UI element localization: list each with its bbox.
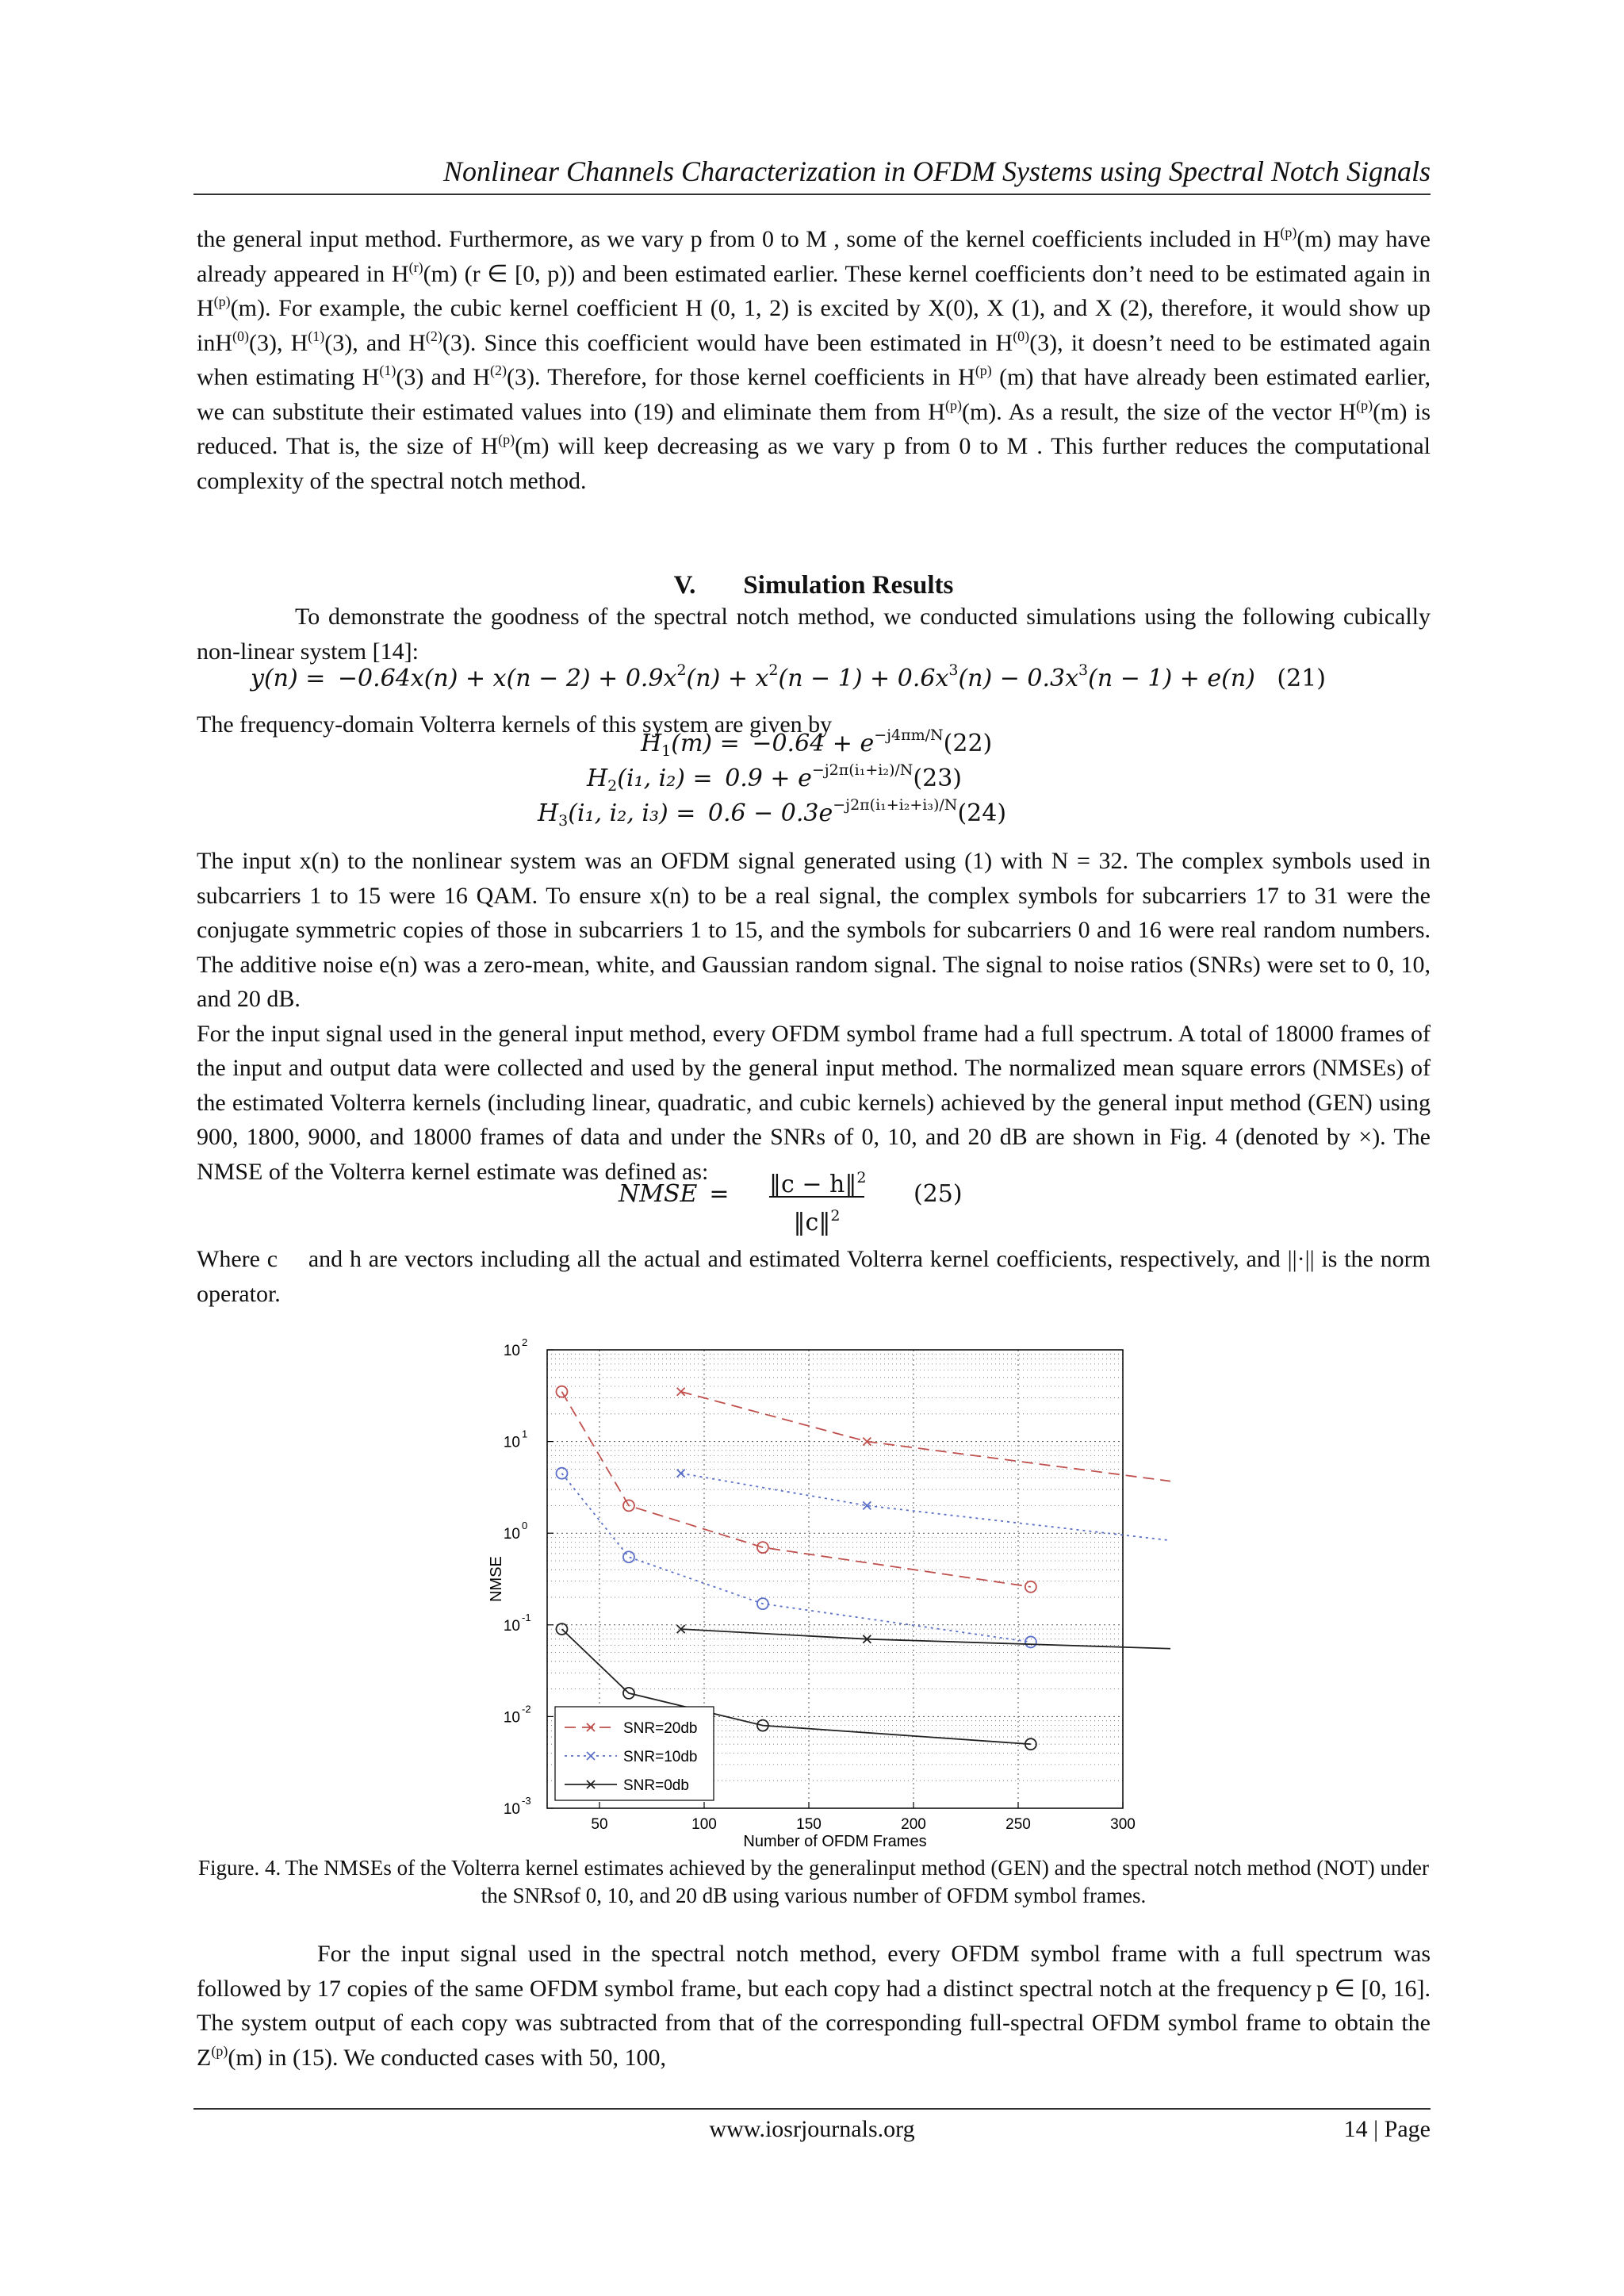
y-tick-label: 10	[503, 1434, 520, 1451]
y-tick-label: 10	[503, 1617, 520, 1635]
section-heading	[197, 568, 1431, 603]
equation-number: (22)	[943, 730, 993, 757]
series-line	[681, 1474, 1170, 1607]
x-tick-label: 50	[591, 1816, 608, 1833]
legend	[555, 1707, 714, 1800]
data-point-circle	[623, 1551, 634, 1562]
paragraph-kernels-given: The frequency-domain Volterra kernels of this system are given by	[197, 711, 833, 738]
x-tick-label: 300	[1110, 1816, 1136, 1833]
y-tick-label: 10	[503, 1526, 520, 1543]
page-number: 14 | Page	[1343, 2116, 1431, 2142]
y-tick-label: 10	[503, 1709, 520, 1727]
y-tick-exponent: -2	[522, 1703, 531, 1715]
data-point-cross	[677, 1470, 685, 1478]
page: Nonlinear Channels Characterization in OFDM Systems using Spectral Notch Signals the general input method. Furthermore, as we vary p from 0 to M , some of the kernel coefficients included in $H^{(p)}(m)$ may have already appeared in $H^{(r)}(m)$ (r ∈ [0, p)) and been estimated earlier. These kernel coefficients don’t need to be estimated again in $H^{(p)}(m)$. For example, the cubic kernel coefficient H (0, 1, 2) is excited by X(0), X (1), and X (2), therefore, it would show up inH$^{(0)}$(3), $H^{(1)}(3)$, and $H^{(2)}(3)$. Since this coefficient would have been estimated in $H^{(0)}(3)$, it doesn’t need to be estimated again when estimating $H^{(1)}(3)$ and $H^{(2)}(3)$. Therefore, for those kernel coefficients in $H^{(p)}$ (m) that have already been estimated earlier, we can substitute their estimated values into (19) and eliminate them from $H^{(p)}(m)$. As a result, the size of the vector $H^{(p)}(m)$ is reduced. That is, the size of $H^{(p)}(m)$ will keep decreasing as we vary p from 0 to M . This further reduces the computational complexity of the spectral notch method. V. Simulation Results To demonstrate the goodness of the spectral notch method, we conducted simulations using the following cubically non-linear system [14]: $y(n) = -0.64x(n) + x(n - 2) + 0.9x^2(n) + x^2(n - 1) + 0.6x^3(n) - 0.3x^3(n - 1) + e(n)$ (21) The frequency-domain Volterra kernels of this system are given by $H_1(m) = -0.64 + e^{-j4\pi m/N}(22)$ $H_2(i_1$, $i_2) = 0.9 + e^{-j2\pi(i_1+i_2)/N}(23)$ $H_3(i_1$, i₂, $i_3) = 0.6 - 0.3e^{-j2\pi(i_1+i_2+i_3)/N}(24)$ The input x(n) to the nonlinear system was an OFDM signal generated using (1) with N = 32. The complex symbols used in subcarriers 1 to 15 were 16 QAM. To ensure x(n) to be a real signal, the complex symbols for subcarriers 17 to 31 were the conjugate symmetric copies of those in subcarriers 1 to 15, and the symbols for subcarriers 0 and 16 were real random numbers. The additive noise e(n) was a zero-mean, white, and Gaussian random signal. The signal to noise ratios (SNRs) were set to 0, 10, and 20 dB. For the input signal used in the general input method, every OFDM symbol frame had a full spectrum. A total of 18000 frames of the input and output data were collected and used by the general input method. The normalized mean square errors (NMSEs) of the estimated Volterra kernels (including linear, quadratic, and cubic kernels) achieved by the general input method (GEN) using 900, 1800, 9000, and 18000 frames of data and under the SNRs of 0, 10, and 20 dB are shown in Fig. 4 (denoted by ×). The NMSE of the Volterra kernel estimate was defined as: NMSE = ‖c − h‖$^2$ ‖c‖$^2$ (25) Where c and h are vectors including all the actual and estimated Volterra kernel coefficients, respectively, and ||·|| is the norm operator. 50 100 150 200 250 300 10 2 10 1 10 0 10 -1 10 -2 10 -3 SNR=20db SNR=10db SNR=0db Number of OFDM Frames NMSE Figure. 4. The NMSEs of the Volterra kernel estimates achieved by the generalinput method (GEN) and the spectral notch method (NOT) under the SNRsof 0, 10, and 20 dB using various number of OFDM symbol frames. For the input signal used in the spectral notch method, every OFDM symbol frame with a full spectrum was followed by 17 copies of the same OFDM symbol frame, but each copy had a distinct spectral notch at the frequency p ∈ [0, 16]. The system output of each copy was subtracted from that of the corresponding full-spectral OFDM symbol frame to obtain the $Z^{(p)}(m)$ in (15). We conducted cases with 50, 100, www.iosrjournals.org 14 | Page	[0, 0, 1624, 2296]
equation-23: $H_2(i_1$, $i_2) = 0.9 + e^{-j2\pi(i_1+i_2)/N}(23)$	[587, 761, 963, 795]
equation-22: $H_1(m) = -0.64 + e^{-j4\pi m/N}(22)$	[641, 726, 993, 760]
paragraph-simulation-intro: To demonstrate the goodness of the spectral notch method, we conducted simulations using the following cubically non-linear system [14]:	[197, 604, 1431, 665]
paragraph-spectral-notch-input: For the input signal used in the spectral notch method, every OFDM symbol frame with a full spectrum was followed by 17 copies of the same OFDM symbol frame, but each copy had a distinct spectral notch at the frequency p ∈ [0, 16]. The system output of each copy was subtracted from that of the corresponding full-spectral OFDM symbol frame to obtain the $Z^{(p)}(m)$ in (15). We conducted cases with 50, 100,	[197, 1941, 1431, 2071]
equation-number: (21)	[1277, 665, 1326, 692]
y-tick-exponent: 2	[522, 1339, 528, 1348]
series-snr-10db-not	[556, 1468, 1036, 1648]
paragraph-nmse-definition: Where c and h are vectors including all the actual and estimated Volterra kernel coefficients, respectively, and ||·|| is the norm operator.	[197, 1246, 1431, 1307]
paragraph-kernel-estimation: the general input method. Furthermore, as we vary p from 0 to M , some of the kernel coefficients included in $H^{(p)}(m)$ may have already appeared in $H^{(r)}(m)$ (r ∈ [0, p)) and been estimated earlier. These kernel coefficients don’t need to be estimated again in $H^{(p)}(m)$. For example, the cubic kernel coefficient H (0, 1, 2) is excited by X(0), X (1), and X (2), therefore, it would show up inH$^{(0)}$(3), $H^{(1)}(3)$, and $H^{(2)}(3)$. Since this coefficient would have been estimated in $H^{(0)}(3)$, it doesn’t need to be estimated again when estimating $H^{(1)}(3)$ and $H^{(2)}(3)$. Therefore, for those kernel coefficients in $H^{(p)}$ (m) that have already been estimated earlier, we can substitute their estimated values into (19) and eliminate them from $H^{(p)}(m)$. As a result, the size of the vector $H^{(p)}(m)$ is reduced. That is, the size of $H^{(p)}(m)$ will keep decreasing as we vary p from 0 to M . This further reduces the computational complexity of the spectral notch method.	[197, 224, 1431, 494]
x-tick-label: 200	[901, 1816, 926, 1833]
legend-label: SNR=10db	[623, 1749, 698, 1765]
footer-url: www.iosrjournals.org	[709, 2116, 915, 2142]
section-number: V.	[673, 571, 696, 600]
series-snr-10db-gen	[677, 1470, 1170, 1611]
y-axis-label: NMSE	[488, 1556, 505, 1602]
data-point-circle	[556, 1386, 567, 1397]
y-tick-exponent: -3	[522, 1795, 531, 1807]
series-snr-0db-gen	[677, 1625, 1170, 1702]
legend-label: SNR=0db	[623, 1777, 689, 1794]
series-snr-20db-not	[556, 1386, 1036, 1593]
series-line	[561, 1392, 1030, 1587]
running-header: Nonlinear Channels Characterization in OFDM Systems using Spectral Notch Signals	[443, 155, 1431, 187]
x-tick-label: 150	[796, 1816, 822, 1833]
section-title: Simulation Results	[743, 571, 954, 600]
y-tick-label: 10	[503, 1801, 520, 1818]
equation-21: $y(n) = -0.64x(n) + x(n - 2) + 0.9x^2(n) + x^2(n - 1) + 0.6x^3(n) - 0.3x^3(n - 1) + e(n)$ (21)	[251, 661, 1326, 692]
y-tick-label: 10	[503, 1343, 520, 1359]
equation-number: (24)	[957, 799, 1007, 827]
figure-4	[473, 1339, 1170, 1854]
series-line	[681, 1392, 1170, 1554]
header-rule	[193, 194, 1431, 195]
equation-24: $H_3(i_1$, i₂, $i_3) = 0.6 - 0.3e^{-j2\pi(i_1+i_2+i_3)/N}(24)$	[538, 796, 1007, 830]
paragraph-ofdm-setup: The input x(n) to the nonlinear system was an OFDM signal generated using (1) with N = 32. The complex symbols used in subcarriers 1 to 15 were 16 QAM. To ensure x(n) to be a real signal, the complex symbols for subcarriers 17 to 31 were the conjugate symmetric copies of those in subcarriers 1 to 15, and the symbols for subcarriers 0 and 16 were real random numbers. The additive noise e(n) was a zero-mean, white, and Gaussian random signal. The signal to noise ratios (SNRs) were set to 0, 10, and 20 dB. For the input signal used in the general input method, every OFDM symbol frame had a full spectrum. A total of 18000 frames of the input and output data were collected and used by the general input method. The normalized mean square errors (NMSEs) of the estimated Volterra kernels (including linear, quadratic, and cubic kernels) achieved by the general input method (GEN) using 900, 1800, 9000, and 18000 frames of data and under the SNRs of 0, 10, and 20 dB are shown in Fig. 4 (denoted by ×). The NMSE of the Volterra kernel estimate was defined as:	[197, 848, 1431, 1185]
data-point-circle	[1025, 1581, 1036, 1593]
y-tick-exponent: -1	[522, 1611, 531, 1623]
legend-label: SNR=20db	[623, 1720, 698, 1737]
data-point-cross	[677, 1388, 685, 1396]
x-tick-label: 100	[691, 1816, 717, 1833]
nmse-chart	[473, 1339, 1170, 1854]
x-axis-label: Number of OFDM Frames	[743, 1833, 927, 1850]
series-line	[561, 1474, 1030, 1642]
equation-number: (23)	[913, 765, 963, 792]
equation-number: (25)	[914, 1180, 963, 1208]
series-line	[681, 1629, 1170, 1698]
y-tick-exponent: 1	[522, 1428, 528, 1440]
y-tick-exponent: 0	[522, 1520, 528, 1532]
x-tick-label: 250	[1005, 1816, 1031, 1833]
footer-rule	[193, 2108, 1431, 2110]
data-point-circle	[556, 1468, 567, 1479]
figure-caption: Figure. 4. The NMSEs of the Volterra kernel estimates achieved by the generalinput method (GEN) and the spectral notch method (NOT) under the SNRsof 0, 10, and 20 dB using various number of OFDM symbol frames.	[198, 1856, 1429, 1907]
series-lines	[556, 1386, 1170, 1750]
